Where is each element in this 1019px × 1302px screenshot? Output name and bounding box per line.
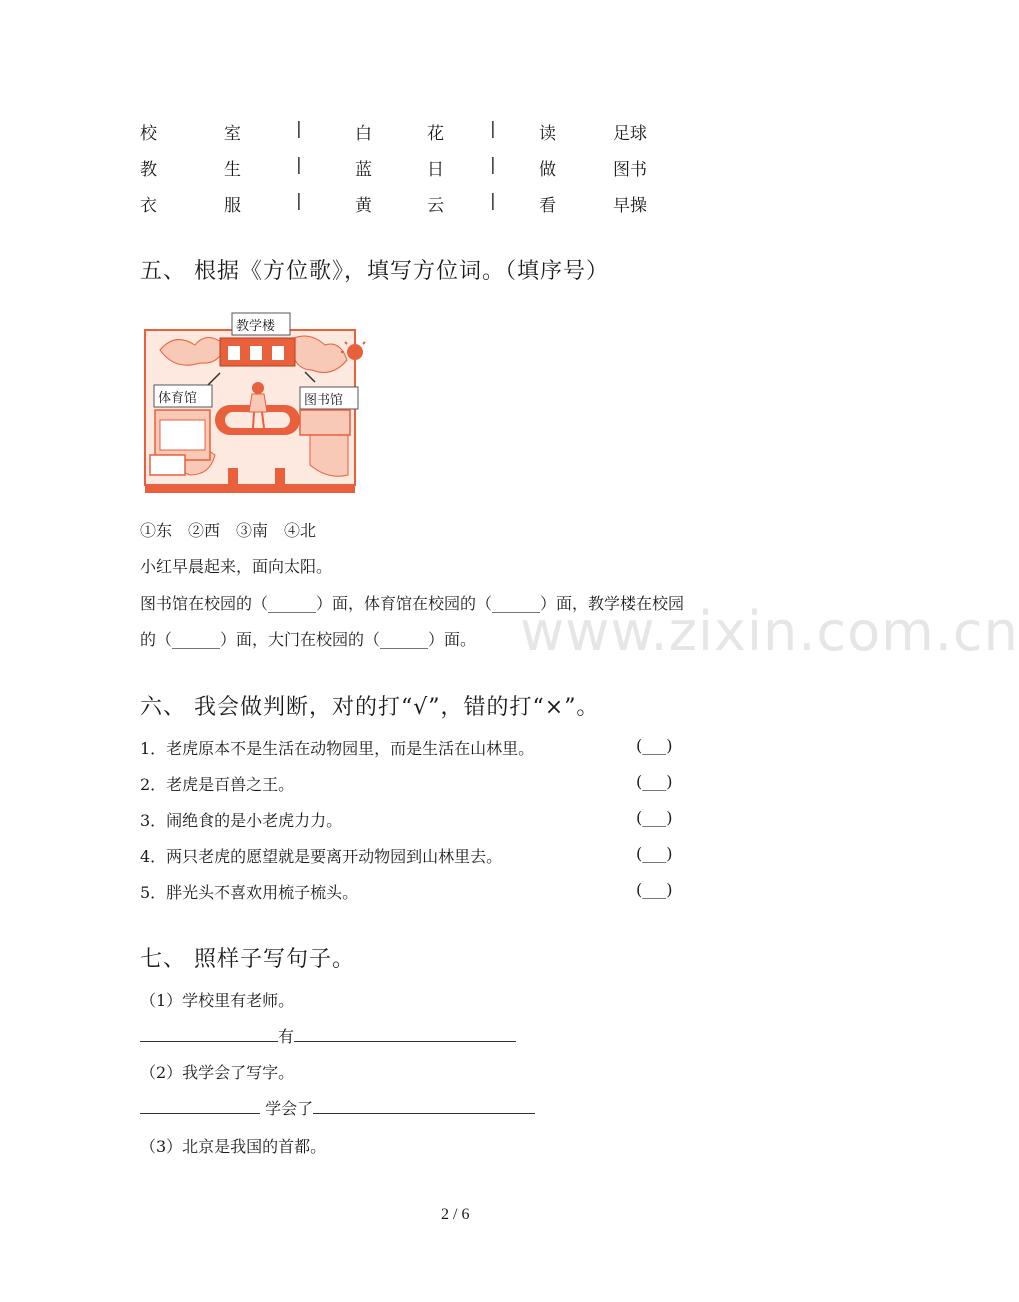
answer-blank[interactable]: (___) (636, 844, 673, 863)
section6-heading: 六、 我会做判断，对的打“√”，错的打“×”。 (140, 695, 600, 720)
matching-cell: 云 (427, 196, 444, 216)
section5-heading: 五、 根据《方位歌》，填写方位词。（填序号） (140, 259, 609, 284)
matching-cell: 校 (140, 124, 157, 144)
matching-divider: | (296, 155, 302, 175)
section5-line: 的（______）面，大门在校园的（______）面。 (140, 630, 477, 649)
watermark: www.zixin.com.cn (520, 600, 1019, 663)
answer-blank[interactable]: (___) (636, 736, 673, 755)
matching-cell: 读 (539, 124, 556, 144)
judgement-item: 4．两只老虎的愿望就是要离开动物园到山林里去。 (140, 847, 503, 866)
example-sentence: （2）我学会了写字。 (140, 1063, 295, 1082)
matching-cell: 黄 (355, 196, 372, 216)
matching-cell: 早操 (613, 196, 647, 216)
keyword: 学会了 (265, 1099, 314, 1118)
matching-cell: 生 (224, 160, 241, 180)
campus-map (140, 310, 370, 500)
matching-cell: 做 (539, 160, 556, 180)
matching-cell: 衣 (140, 196, 157, 216)
keyword: 有 (278, 1027, 295, 1046)
judgement-item: 5．胖光头不喜欢用梳子梳头。 (140, 883, 359, 902)
matching-cell: 白 (355, 124, 372, 144)
gym-label: 体育馆 (158, 391, 198, 406)
matching-divider: | (296, 191, 302, 211)
answer-blank[interactable]: (___) (636, 880, 673, 899)
judgement-item: 1．老虎原本不是生活在动物园里，而是生活在山林里。 (140, 739, 535, 758)
library-label: 图书馆 (304, 393, 344, 408)
matching-cell: 室 (224, 124, 241, 144)
section5-line: 小红早晨起来，面向太阳。 (140, 557, 333, 576)
matching-divider: | (490, 155, 496, 175)
section5-line: 图书馆在校园的（______）面，体育馆在校园的（______）面，教学楼在校园 (140, 594, 685, 613)
matching-cell: 教 (140, 160, 157, 180)
blank-line[interactable] (294, 1027, 516, 1042)
matching-divider: | (490, 119, 496, 139)
direction-options: ①东 ②西 ③南 ④北 (140, 521, 317, 540)
matching-divider: | (490, 191, 496, 211)
matching-cell: 蓝 (355, 160, 372, 180)
blank-line[interactable] (313, 1099, 535, 1114)
blank-line[interactable] (140, 1099, 260, 1114)
example-sentence: （3）北京是我国的首都。 (140, 1137, 327, 1156)
answer-blank[interactable]: (___) (636, 772, 673, 791)
matching-cell: 图书 (613, 160, 647, 180)
judgement-item: 2．老虎是百兽之王。 (140, 775, 295, 794)
answer-blank[interactable]: (___) (636, 808, 673, 827)
example-sentence: （1）学校里有老师。 (140, 991, 295, 1010)
judgement-item: 3．闹绝食的是小老虎力力。 (140, 811, 343, 830)
teaching-building-label: 教学楼 (236, 319, 276, 334)
matching-cell: 花 (427, 124, 444, 144)
blank-line[interactable] (140, 1027, 278, 1042)
fill-sentence-1[interactable] (140, 1024, 516, 1047)
fill-sentence-2[interactable] (140, 1096, 535, 1119)
matching-cell: 日 (427, 160, 444, 180)
matching-cell: 服 (224, 196, 241, 216)
page-number: 2 / 6 (441, 1206, 470, 1223)
matching-divider: | (296, 119, 302, 139)
section7-heading: 七、 照样子写句子。 (140, 947, 355, 972)
matching-cell: 看 (539, 196, 556, 216)
matching-cell: 足球 (613, 124, 647, 144)
